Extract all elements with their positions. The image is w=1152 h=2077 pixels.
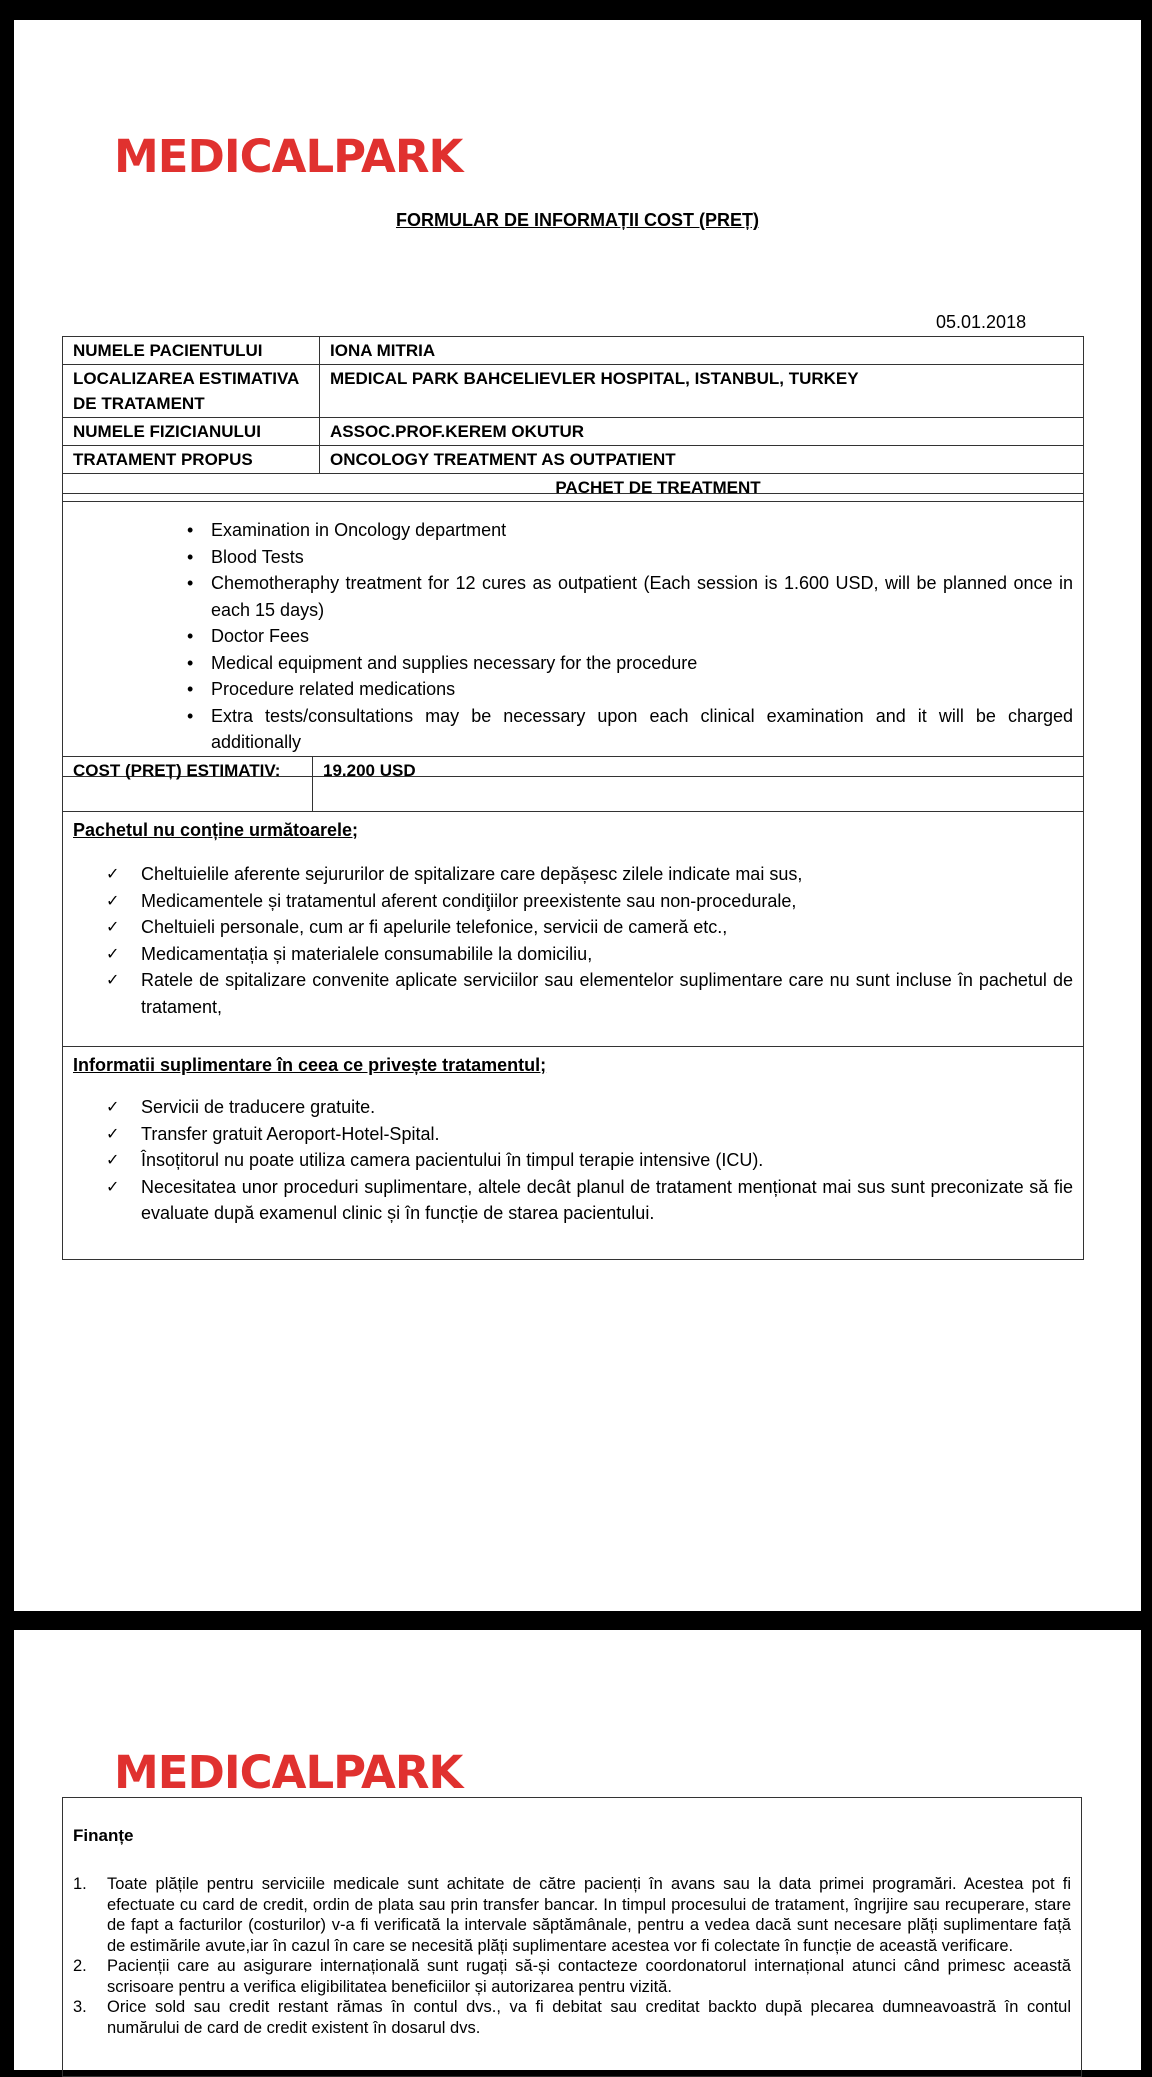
item-text: Toate plățile pentru serviciile medicale sunt achitate de către pacienți în avans sau la data primei programări. Acestea pot fi efectuate cu card de credit, ordin de plata sau prin transfer bancar. In timpul procesului de tratament, îngrijire sau recuperare, stare de fapt a facturilor (costurilor) v-a fi verificată la intervale săptămânale, pentru a vedea dacă sunt necesare plăți suplimentare față de estimările avute,iar în cazul în care se necesită plăți suplimentare acestea vor fi colectate în funcție de această verificare. [107, 1875, 1071, 1955]
row-value: ASSOC.PROF.KEREM OKUTUR [330, 422, 585, 441]
item-number: 3. [73, 1998, 87, 2016]
package-items-list [63, 517, 1083, 756]
list-item: ✓ Medicamentele și tratamentul aferent condiţiilor preexistente sau non-procedurale, [63, 888, 1083, 915]
additional-info-list [63, 1094, 1083, 1227]
cost-row [63, 757, 1083, 811]
list-item [73, 1956, 1071, 1997]
finance-list [73, 1874, 1071, 2038]
list-item: • Chemotheraphy treatment for 12 cures as outpatient (Each session is 1.600 USD, will be planned once in each 15 days) [63, 570, 1083, 623]
row-label: NUMELE FIZICIANULUI [63, 418, 320, 445]
logo-text-park: PARK [333, 1746, 463, 1799]
patient-info-table [62, 336, 1084, 502]
table-row [63, 446, 1083, 474]
medicalpark-logo [114, 130, 462, 183]
list-item: • Doctor Fees [63, 623, 1083, 650]
logo-text-medical: MEDICAL [114, 1746, 334, 1799]
list-item: ✓ Cheltuielile aferente sejururilor de spitalizare care depășesc zilele indicate mai sus, [63, 861, 1083, 888]
document-page-1 [14, 20, 1141, 1611]
logo-text-medical: MEDICAL [114, 130, 334, 183]
list-item: ✓ Însoțitorul nu poate utiliza camera pacientului în timpul terapie intensive (ICU). [63, 1147, 1083, 1174]
list-item: ✓ Transfer gratuit Aeroport-Hotel-Spital. [63, 1121, 1083, 1148]
row-label: NUMELE PACIENTULUI [63, 337, 320, 364]
finance-section [62, 1797, 1082, 2077]
package-heading: PACHET DE TREATMENT [555, 478, 761, 497]
document-date: 05.01.2018 [936, 312, 1027, 332]
list-item: • Medical equipment and supplies necessary for the procedure [63, 650, 1083, 677]
logo-text-park: PARK [333, 130, 463, 183]
item-number: 2. [73, 1957, 87, 1975]
list-item: ✓ Ratele de spitalizare convenite aplicate serviciilor sau elementelor suplimentare care nu sunt incluse în pachetul de tratament, [63, 967, 1083, 1020]
row-value: MEDICAL PARK BAHCELIEVLER HOSPITAL, ISTANBUL, TURKEY [330, 369, 859, 388]
cost-table [62, 756, 1084, 812]
document-page-2 [14, 1630, 1141, 2070]
excluded-heading: Pachetul nu conține următoarele; [73, 820, 359, 840]
item-text: Pacienții care au asigurare internațională sunt rugați să-și contacteze coordonatorul internațional atunci când primesc această scrisoare pentru a verifica eligibilitatea beneficiilor și autorizarea pentru vizită. [107, 1957, 1071, 1996]
row-value: IONA MITRIA [330, 341, 436, 360]
cost-value: 19.200 USD [323, 761, 416, 780]
table-row [63, 418, 1083, 446]
list-item: ✓ Necesitatea unor proceduri suplimentare, altele decât planul de tratament menționat mai sus sunt preconizate să fie evaluate după examenul clinic și în funcție de starea pacientului. [63, 1174, 1083, 1227]
list-item: • Procedure related medications [63, 676, 1083, 703]
finance-heading: Finanțe [73, 1826, 134, 1845]
excluded-list [63, 861, 1083, 1020]
list-item: ✓ Cheltuieli personale, cum ar fi apelurile telefonice, servicii de cameră etc., [63, 914, 1083, 941]
additional-info-section [62, 1046, 1084, 1260]
excluded-section [62, 811, 1084, 1047]
row-value: ONCOLOGY TREATMENT AS OUTPATIENT [330, 450, 676, 469]
list-item [73, 1997, 1071, 2038]
list-item: ✓ Medicamentația și materialele consumabilile la domiciliu, [63, 941, 1083, 968]
package-items-box [62, 493, 1084, 777]
table-row [63, 337, 1083, 365]
row-label: TRATAMENT PROPUS [63, 446, 320, 473]
list-item: ✓ Servicii de traducere gratuite. [63, 1094, 1083, 1121]
form-title: FORMULAR DE INFORMAȚII COST (PREȚ) [396, 210, 759, 230]
cost-label: COST (PREȚ) ESTIMATIV: [63, 757, 313, 811]
table-row [63, 365, 1083, 418]
medicalpark-logo [114, 1746, 462, 1799]
additional-info-heading: Informatii suplimentare în ceea ce privește tratamentul; [73, 1055, 547, 1075]
item-number: 1. [73, 1875, 87, 1893]
list-item [73, 1874, 1071, 1956]
row-label: LOCALIZAREA ESTIMATIVA DE TRATAMENT [63, 365, 320, 417]
list-item: • Examination in Oncology department [63, 517, 1083, 544]
item-text: Orice sold sau credit restant rămas în contul dvs., va fi debitat sau creditat backto după plecarea dumneavoastră în contul numărului de card de credit existent în dosarul dvs. [107, 1998, 1071, 2037]
list-item: • Extra tests/consultations may be necessary upon each clinical examination and it will be charged additionally [63, 703, 1083, 756]
list-item: • Blood Tests [63, 544, 1083, 571]
